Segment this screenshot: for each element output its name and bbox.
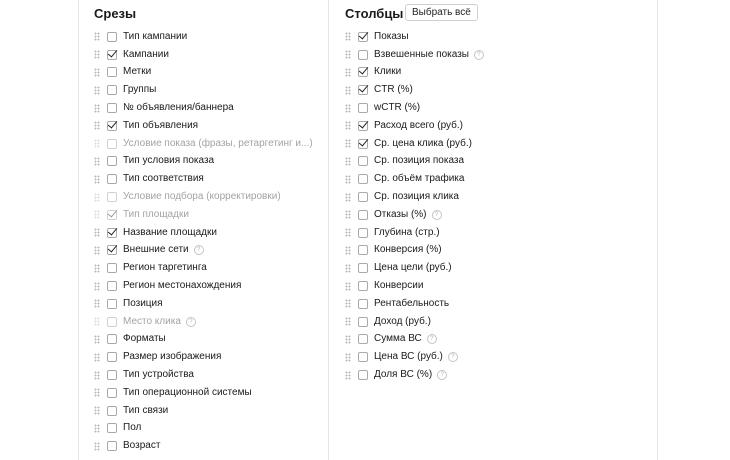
column-row[interactable] — [345, 81, 575, 99]
slice-label[interactable]: № объявления/баннера — [123, 102, 234, 114]
slice-checkbox[interactable] — [107, 352, 117, 362]
slice-label[interactable]: Тип соответствия — [123, 173, 204, 185]
slice-row[interactable] — [94, 99, 324, 117]
slice-checkbox[interactable] — [107, 32, 117, 42]
slice-label[interactable]: Кампании — [123, 48, 169, 60]
slice-row[interactable] — [94, 437, 324, 455]
slice-checkbox[interactable] — [107, 50, 117, 60]
question-circle-icon[interactable]: ? — [194, 245, 204, 255]
column-label[interactable]: CTR (%) — [374, 84, 413, 96]
column-checkbox[interactable] — [358, 50, 368, 60]
slice-checkbox[interactable] — [107, 245, 117, 255]
column-divider — [328, 0, 329, 460]
slice-row[interactable] — [94, 153, 324, 171]
column-checkbox[interactable] — [358, 370, 368, 380]
slice-row[interactable] — [94, 331, 324, 349]
column-checkbox[interactable] — [358, 32, 368, 42]
drag-handle-icon[interactable] — [94, 317, 100, 326]
column-label[interactable]: Ср. позиция клика — [374, 191, 459, 203]
drag-handle-icon[interactable] — [94, 139, 100, 148]
drag-handle-icon[interactable] — [94, 210, 100, 219]
drag-handle-icon[interactable] — [94, 299, 100, 308]
slice-label: Условие показа (фразы, ретаргетинг и...) — [123, 137, 313, 149]
slice-label[interactable]: Регион таргетинга — [123, 262, 207, 274]
slice-row[interactable] — [94, 224, 324, 242]
drag-handle-icon[interactable] — [94, 86, 100, 95]
slice-label: Место клика — [123, 315, 181, 327]
slice-row[interactable] — [94, 384, 324, 402]
columns-list — [345, 28, 575, 384]
column-row[interactable] — [345, 259, 575, 277]
drag-handle-icon[interactable] — [345, 299, 351, 308]
drag-handle-icon[interactable] — [94, 264, 100, 273]
column-label[interactable]: Цена ВС (руб.) — [374, 351, 443, 363]
column-row[interactable] — [345, 206, 575, 224]
slice-checkbox[interactable] — [107, 228, 117, 238]
slice-label[interactable]: Тип связи — [123, 404, 169, 416]
column-row[interactable] — [345, 188, 575, 206]
drag-handle-icon[interactable] — [94, 104, 100, 113]
drag-handle-icon[interactable] — [94, 335, 100, 344]
slice-row[interactable] — [94, 64, 324, 82]
drag-handle-icon[interactable] — [345, 282, 351, 291]
question-circle-icon[interactable]: ? — [437, 370, 447, 380]
slice-row[interactable] — [94, 242, 324, 260]
drag-handle-icon[interactable] — [345, 68, 351, 77]
drag-handle-icon[interactable] — [94, 246, 100, 255]
slice-row[interactable] — [94, 259, 324, 277]
slice-row — [94, 188, 324, 206]
drag-handle-icon[interactable] — [345, 104, 351, 113]
slice-label[interactable]: Название площадки — [123, 226, 217, 238]
question-circle-icon[interactable]: ? — [186, 317, 196, 327]
drag-handle-icon[interactable] — [94, 193, 100, 202]
column-label[interactable]: Ср. позиция показа — [374, 155, 465, 167]
drag-handle-icon[interactable] — [94, 50, 100, 59]
slice-checkbox[interactable] — [107, 85, 117, 95]
column-label[interactable]: Клики — [374, 66, 402, 78]
column-label[interactable]: Глубина (стр.) — [374, 226, 440, 238]
column-label[interactable]: Конверсия (%) — [374, 244, 442, 256]
drag-handle-icon[interactable] — [94, 175, 100, 184]
slice-label[interactable]: Тип условия показа — [123, 155, 215, 167]
column-row[interactable] — [345, 313, 575, 331]
column-checkbox[interactable] — [358, 263, 368, 273]
slice-row[interactable] — [94, 402, 324, 420]
slice-checkbox[interactable] — [107, 263, 117, 273]
column-row[interactable] — [345, 348, 575, 366]
column-row[interactable] — [345, 135, 575, 153]
column-checkbox[interactable] — [358, 192, 368, 202]
column-row[interactable] — [345, 242, 575, 260]
column-label[interactable]: Доход (руб.) — [374, 315, 431, 327]
column-label[interactable]: Взвешенные показы — [374, 48, 469, 60]
slice-row[interactable] — [94, 348, 324, 366]
slice-checkbox[interactable] — [107, 370, 117, 380]
column-row[interactable] — [345, 224, 575, 242]
slice-label: Условие подбора (корректировки) — [123, 191, 281, 203]
column-row[interactable] — [345, 153, 575, 171]
column-checkbox[interactable] — [358, 210, 368, 220]
column-row[interactable] — [345, 64, 575, 82]
column-checkbox[interactable] — [358, 245, 368, 255]
column-checkbox[interactable] — [358, 156, 368, 166]
slice-label[interactable]: Тип операционной системы — [123, 386, 252, 398]
column-checkbox[interactable] — [358, 103, 368, 113]
column-label[interactable]: Ср. цена клика (руб.) — [374, 137, 472, 149]
drag-handle-icon[interactable] — [345, 353, 351, 362]
slice-checkbox[interactable] — [107, 299, 117, 309]
slice-label[interactable]: Регион местонахождения — [123, 280, 242, 292]
slice-label[interactable]: Позиция — [123, 297, 163, 309]
slice-checkbox — [107, 192, 117, 202]
drag-handle-icon[interactable] — [345, 371, 351, 380]
column-checkbox[interactable] — [358, 299, 368, 309]
column-row[interactable] — [345, 277, 575, 295]
drag-handle-icon[interactable] — [345, 246, 351, 255]
slice-row[interactable] — [94, 420, 324, 438]
slice-label[interactable]: Внешние сети — [123, 244, 189, 256]
drag-handle-icon[interactable] — [94, 228, 100, 237]
slice-checkbox[interactable] — [107, 388, 117, 398]
column-row[interactable] — [345, 366, 575, 384]
column-label[interactable]: wCTR (%) — [374, 102, 421, 114]
column-row[interactable] — [345, 331, 575, 349]
drag-handle-icon[interactable] — [345, 121, 351, 130]
drag-handle-icon[interactable] — [345, 50, 351, 59]
column-label[interactable]: Доля ВС (%) — [374, 369, 433, 381]
slice-checkbox[interactable] — [107, 174, 117, 184]
slice-row — [94, 135, 324, 153]
slice-label[interactable]: Группы — [123, 84, 157, 96]
column-label[interactable]: Показы — [374, 30, 409, 42]
column-row[interactable] — [345, 99, 575, 117]
column-checkbox[interactable] — [358, 139, 368, 149]
drag-handle-icon[interactable] — [94, 442, 100, 451]
slice-label[interactable]: Тип объявления — [123, 119, 199, 131]
question-circle-icon[interactable]: ? — [427, 334, 437, 344]
question-circle-icon[interactable]: ? — [474, 50, 484, 60]
column-row[interactable] — [345, 28, 575, 46]
slice-checkbox[interactable] — [107, 423, 117, 433]
column-checkbox[interactable] — [358, 352, 368, 362]
drag-handle-icon[interactable] — [345, 317, 351, 326]
slice-label[interactable]: Форматы — [123, 333, 166, 345]
drag-handle-icon[interactable] — [94, 388, 100, 397]
column-label[interactable]: Конверсии — [374, 280, 424, 292]
slice-row[interactable] — [94, 81, 324, 99]
drag-handle-icon[interactable] — [94, 424, 100, 433]
slice-row — [94, 313, 324, 331]
slice-checkbox — [107, 139, 117, 149]
column-label[interactable]: Сумма ВС — [374, 333, 422, 345]
drag-handle-icon[interactable] — [94, 32, 100, 41]
slice-label[interactable]: Возраст — [123, 440, 161, 452]
column-checkbox[interactable] — [358, 334, 368, 344]
column-row[interactable] — [345, 46, 575, 64]
drag-handle-icon[interactable] — [345, 210, 351, 219]
drag-handle-icon[interactable] — [345, 264, 351, 273]
slice-row[interactable] — [94, 28, 324, 46]
drag-handle-icon[interactable] — [345, 86, 351, 95]
slice-label: Тип площадки — [123, 208, 189, 220]
column-label[interactable]: Отказы (%) — [374, 208, 427, 220]
slice-label[interactable]: Тип устройства — [123, 369, 194, 381]
drag-handle-icon[interactable] — [94, 371, 100, 380]
column-checkbox[interactable] — [358, 67, 368, 77]
slice-checkbox[interactable] — [107, 121, 117, 131]
drag-handle-icon[interactable] — [345, 228, 351, 237]
drag-handle-icon[interactable] — [345, 335, 351, 344]
slice-row[interactable] — [94, 295, 324, 313]
slice-row[interactable] — [94, 277, 324, 295]
select-all-button[interactable]: Выбрать всё — [405, 4, 478, 21]
column-checkbox[interactable] — [358, 174, 368, 184]
column-checkbox[interactable] — [358, 228, 368, 238]
slice-checkbox[interactable] — [107, 156, 117, 166]
column-checkbox[interactable] — [358, 85, 368, 95]
drag-handle-icon[interactable] — [94, 282, 100, 291]
column-label[interactable]: Рентабельность — [374, 297, 450, 309]
slice-row[interactable] — [94, 117, 324, 135]
drag-handle-icon[interactable] — [94, 353, 100, 362]
column-row[interactable] — [345, 170, 575, 188]
column-checkbox[interactable] — [358, 317, 368, 327]
slice-checkbox[interactable] — [107, 406, 117, 416]
drag-handle-icon[interactable] — [345, 32, 351, 41]
drag-handle-icon[interactable] — [345, 193, 351, 202]
slice-row[interactable] — [94, 170, 324, 188]
slices-list — [94, 28, 324, 455]
slice-row — [94, 206, 324, 224]
slices-title: Срезы — [94, 6, 137, 21]
columns-title: Столбцы — [345, 6, 404, 21]
slice-label[interactable]: Размер изображения — [123, 351, 222, 363]
slice-checkbox — [107, 210, 117, 220]
slice-row[interactable] — [94, 46, 324, 64]
column-label[interactable]: Цена цели (руб.) — [374, 262, 452, 274]
slice-label[interactable]: Тип кампании — [123, 30, 188, 42]
slice-checkbox — [107, 317, 117, 327]
column-row[interactable] — [345, 117, 575, 135]
column-label[interactable]: Расход всего (руб.) — [374, 119, 463, 131]
column-label[interactable]: Ср. объём трафика — [374, 173, 465, 185]
drag-handle-icon[interactable] — [94, 406, 100, 415]
column-checkbox[interactable] — [358, 121, 368, 131]
slice-label[interactable]: Метки — [123, 66, 152, 78]
drag-handle-icon[interactable] — [345, 157, 351, 166]
question-circle-icon[interactable]: ? — [432, 210, 442, 220]
drag-handle-icon[interactable] — [345, 175, 351, 184]
slice-checkbox[interactable] — [107, 334, 117, 344]
drag-handle-icon[interactable] — [94, 157, 100, 166]
drag-handle-icon[interactable] — [94, 68, 100, 77]
column-row[interactable] — [345, 295, 575, 313]
slice-checkbox[interactable] — [107, 441, 117, 451]
slice-label[interactable]: Пол — [123, 422, 142, 434]
slice-checkbox[interactable] — [107, 281, 117, 291]
drag-handle-icon[interactable] — [345, 139, 351, 148]
drag-handle-icon[interactable] — [94, 121, 100, 130]
question-circle-icon[interactable]: ? — [448, 352, 458, 362]
column-checkbox[interactable] — [358, 281, 368, 291]
slice-checkbox[interactable] — [107, 67, 117, 77]
slice-row[interactable] — [94, 366, 324, 384]
slice-checkbox[interactable] — [107, 103, 117, 113]
